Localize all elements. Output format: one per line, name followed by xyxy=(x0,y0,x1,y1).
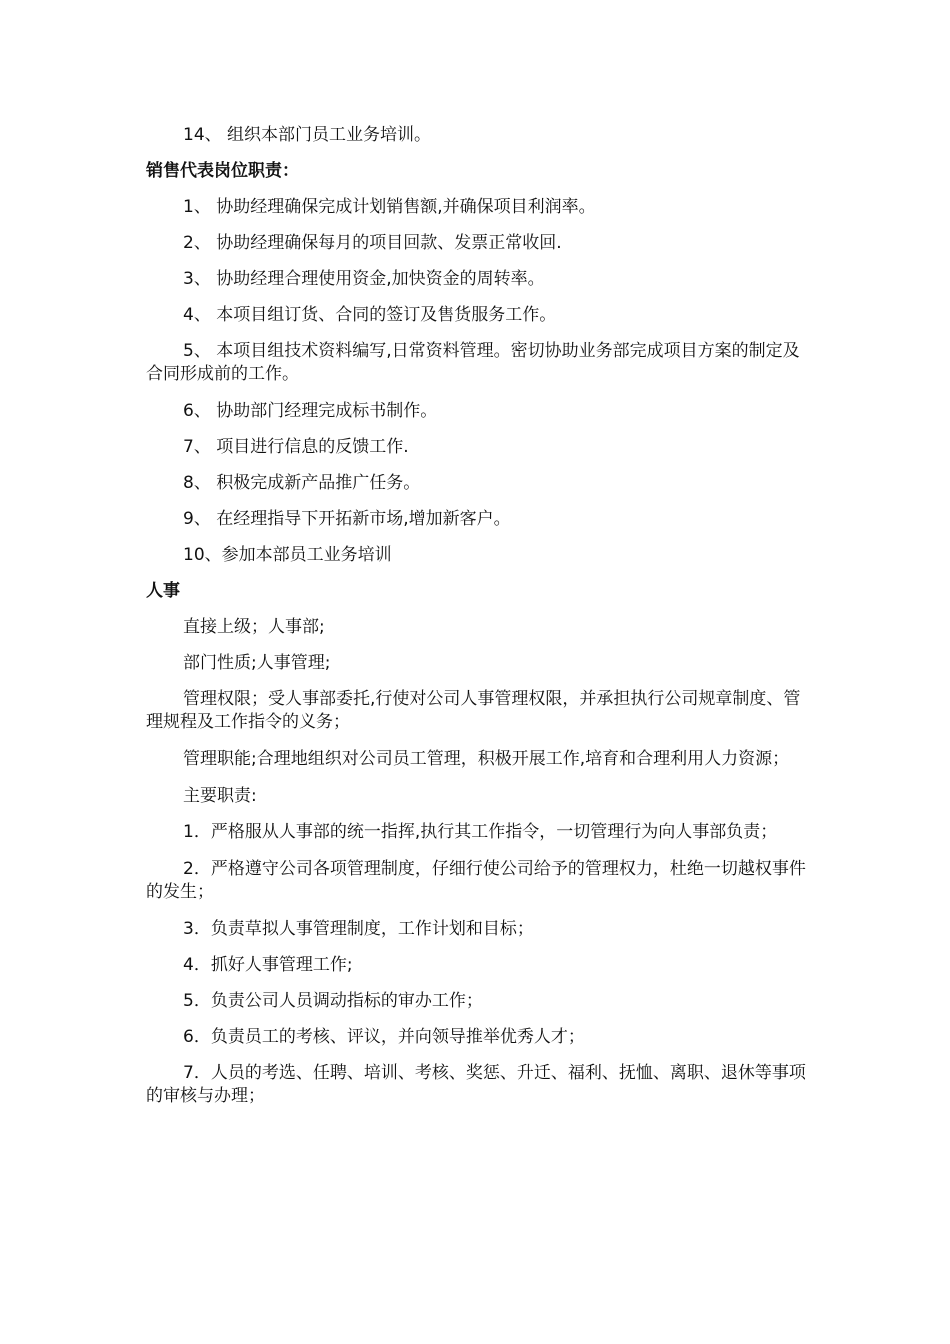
sales-duty-8: 8、 积极完成新产品推广任务。 xyxy=(183,473,421,493)
heading-sales-rep-duties: 销售代表岗位职责： xyxy=(146,161,299,181)
document-page xyxy=(146,124,808,1122)
hr-duty-1: 1．严格服从人事部的统一指挥,执行其工作指令，一切管理行为向人事部负责； xyxy=(183,822,778,842)
sales-duty-4: 4、 本项目组订货、合同的签订及售货服务工作。 xyxy=(183,305,557,325)
sales-duty-10: 10、参加本部员工业务培训 xyxy=(183,545,392,565)
hr-duty-3: 3．负责草拟人事管理制度，工作计划和目标； xyxy=(183,919,534,939)
hr-duty-5: 5．负责公司人员调动指标的审办工作； xyxy=(183,991,483,1011)
hr-direct-superior: 直接上级；人事部; xyxy=(183,617,325,637)
hr-duty-2: 2．严格遵守公司各项管理制度，仔细行使公司给予的管理权力，杜绝一切越权事件的发生； xyxy=(146,859,806,902)
sales-duty-1: 1、 协助经理确保完成计划销售额,并确保项目利润率。 xyxy=(183,197,596,217)
hr-duty-7: 7．人员的考选、任聘、培训、考核、奖惩、升迁、福利、抚恤、离职、退休等事项的审核与办理； xyxy=(146,1063,806,1106)
hr-duty-6: 6．负责员工的考核、评议，并向领导推举优秀人才； xyxy=(183,1027,585,1047)
sales-duty-5: 5、 本项目组技术资料编写,日常资料管理。密切协助业务部完成项目方案的制定及合同形成前的工作。 xyxy=(146,341,800,384)
sales-duty-3: 3、 协助经理合理使用资金,加快资金的周转率。 xyxy=(183,269,545,289)
paragraph-item-14: 14、 组织本部门员工业务培训。 xyxy=(183,125,432,145)
hr-management-authority: 管理权限；受人事部委托,行使对公司人事管理权限，并承担执行公司规章制度、管理规程及工作指令的义务； xyxy=(146,689,801,732)
hr-duty-4: 4．抓好人事管理工作; xyxy=(183,955,353,975)
heading-hr: 人事 xyxy=(146,581,180,601)
sales-duty-2: 2、 协助经理确保每月的项目回款、发票正常收回. xyxy=(183,233,562,253)
hr-department-nature: 部门性质;人事管理; xyxy=(183,653,331,673)
hr-main-duties-label: 主要职责: xyxy=(183,786,257,806)
hr-management-function: 管理职能;合理地组织对公司员工管理，积极开展工作,培育和合理利用人力资源； xyxy=(183,749,790,769)
sales-duty-9: 9、 在经理指导下开拓新市场,增加新客户。 xyxy=(183,509,511,529)
sales-duty-7: 7、 项目进行信息的反馈工作. xyxy=(183,437,409,457)
sales-duty-6: 6、 协助部门经理完成标书制作。 xyxy=(183,401,438,421)
